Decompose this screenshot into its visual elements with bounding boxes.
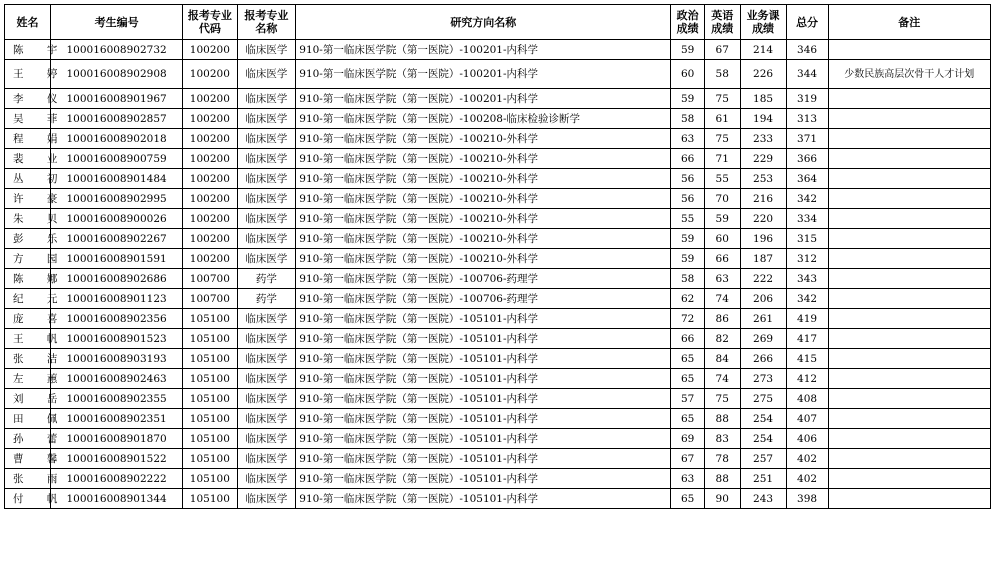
table-row xyxy=(5,349,991,369)
cell-politics-score: 56 xyxy=(671,189,705,209)
cell-total-score: 408 xyxy=(786,389,828,409)
cell-note xyxy=(828,169,990,189)
cell-total-score: 334 xyxy=(786,209,828,229)
cell-note xyxy=(828,40,990,60)
header-politics-score: 政治成绩 xyxy=(671,5,705,40)
cell-major-code: 105100 xyxy=(183,369,237,389)
cell-english-score: 63 xyxy=(704,269,740,289)
cell-total-score: 342 xyxy=(786,189,828,209)
cell-politics-score: 59 xyxy=(671,89,705,109)
cell-total-score: 415 xyxy=(786,349,828,369)
cell-research-direction: 910-第一临床医学院（第一医院）-100210-外科学 xyxy=(296,169,671,189)
cell-major-code: 105100 xyxy=(183,389,237,409)
cell-note xyxy=(828,89,990,109)
cell-name: 李 仪 xyxy=(5,89,51,109)
cell-candidate-id: 100016008902222 xyxy=(51,469,183,489)
cell-research-direction: 910-第一临床医学院（第一医院）-105101-内科学 xyxy=(296,349,671,369)
cell-major-name: 临床医学 xyxy=(237,229,296,249)
cell-politics-score: 59 xyxy=(671,40,705,60)
cell-english-score: 67 xyxy=(704,40,740,60)
cell-business-score: 220 xyxy=(740,209,786,229)
cell-total-score: 344 xyxy=(786,60,828,89)
cell-total-score: 364 xyxy=(786,169,828,189)
cell-note xyxy=(828,129,990,149)
table-row xyxy=(5,409,991,429)
cell-business-score: 253 xyxy=(740,169,786,189)
cell-research-direction: 910-第一临床医学院（第一医院）-100706-药理学 xyxy=(296,269,671,289)
cell-total-score: 312 xyxy=(786,249,828,269)
cell-name: 左 蕙 xyxy=(5,369,51,389)
cell-candidate-id: 100016008900026 xyxy=(51,209,183,229)
cell-english-score: 58 xyxy=(704,60,740,89)
cell-total-score: 402 xyxy=(786,469,828,489)
cell-candidate-id: 100016008901123 xyxy=(51,289,183,309)
table-row xyxy=(5,149,991,169)
cell-business-score: 194 xyxy=(740,109,786,129)
cell-candidate-id: 100016008903193 xyxy=(51,349,183,369)
cell-name: 丛 初 xyxy=(5,169,51,189)
header-candidate-id: 考生编号 xyxy=(51,5,183,40)
cell-candidate-id: 100016008902908 xyxy=(51,60,183,89)
cell-candidate-id: 100016008902732 xyxy=(51,40,183,60)
cell-english-score: 66 xyxy=(704,249,740,269)
cell-name: 朱 贝 xyxy=(5,209,51,229)
cell-english-score: 88 xyxy=(704,469,740,489)
cell-english-score: 55 xyxy=(704,169,740,189)
cell-note xyxy=(828,469,990,489)
cell-english-score: 75 xyxy=(704,389,740,409)
cell-major-name: 临床医学 xyxy=(237,109,296,129)
cell-note xyxy=(828,349,990,369)
cell-name: 陈 宇 xyxy=(5,40,51,60)
cell-major-code: 100200 xyxy=(183,169,237,189)
cell-major-code: 105100 xyxy=(183,309,237,329)
cell-candidate-id: 100016008901523 xyxy=(51,329,183,349)
cell-english-score: 75 xyxy=(704,129,740,149)
cell-major-name: 临床医学 xyxy=(237,389,296,409)
cell-politics-score: 57 xyxy=(671,389,705,409)
cell-business-score: 266 xyxy=(740,349,786,369)
cell-candidate-id: 100016008902463 xyxy=(51,369,183,389)
cell-english-score: 88 xyxy=(704,409,740,429)
cell-politics-score: 66 xyxy=(671,149,705,169)
cell-note xyxy=(828,489,990,509)
cell-major-name: 临床医学 xyxy=(237,40,296,60)
table-row xyxy=(5,369,991,389)
cell-business-score: 233 xyxy=(740,129,786,149)
cell-research-direction: 910-第一临床医学院（第一医院）-100208-临床检验诊断学 xyxy=(296,109,671,129)
cell-name: 纪 元 xyxy=(5,289,51,309)
cell-major-code: 105100 xyxy=(183,469,237,489)
table-row xyxy=(5,389,991,409)
cell-total-score: 313 xyxy=(786,109,828,129)
table-row xyxy=(5,189,991,209)
cell-research-direction: 910-第一临床医学院（第一医院）-100201-内科学 xyxy=(296,60,671,89)
cell-total-score: 406 xyxy=(786,429,828,449)
cell-major-name: 临床医学 xyxy=(237,129,296,149)
cell-politics-score: 56 xyxy=(671,169,705,189)
cell-research-direction: 910-第一临床医学院（第一医院）-100706-药理学 xyxy=(296,289,671,309)
cell-candidate-id: 100016008902267 xyxy=(51,229,183,249)
cell-total-score: 419 xyxy=(786,309,828,329)
cell-total-score: 343 xyxy=(786,269,828,289)
cell-name: 张 雨 xyxy=(5,469,51,489)
cell-research-direction: 910-第一临床医学院（第一医院）-105101-内科学 xyxy=(296,309,671,329)
cell-name: 张 洁 xyxy=(5,349,51,369)
cell-english-score: 78 xyxy=(704,449,740,469)
cell-name: 曹 馨 xyxy=(5,449,51,469)
header-business-score: 业务课成绩 xyxy=(740,5,786,40)
cell-total-score: 315 xyxy=(786,229,828,249)
cell-major-code: 100200 xyxy=(183,109,237,129)
cell-major-code: 100200 xyxy=(183,209,237,229)
cell-major-code: 100200 xyxy=(183,249,237,269)
cell-politics-score: 65 xyxy=(671,409,705,429)
cell-politics-score: 65 xyxy=(671,369,705,389)
table-row xyxy=(5,469,991,489)
cell-major-code: 105100 xyxy=(183,429,237,449)
cell-business-score: 275 xyxy=(740,389,786,409)
cell-major-name: 临床医学 xyxy=(237,169,296,189)
cell-english-score: 82 xyxy=(704,329,740,349)
cell-politics-score: 63 xyxy=(671,469,705,489)
cell-business-score: 226 xyxy=(740,60,786,89)
cell-politics-score: 59 xyxy=(671,229,705,249)
cell-major-code: 100200 xyxy=(183,60,237,89)
cell-business-score: 216 xyxy=(740,189,786,209)
cell-note xyxy=(828,369,990,389)
cell-note xyxy=(828,149,990,169)
cell-major-name: 临床医学 xyxy=(237,189,296,209)
cell-major-name: 临床医学 xyxy=(237,489,296,509)
cell-total-score: 346 xyxy=(786,40,828,60)
table-row xyxy=(5,60,991,89)
cell-candidate-id: 100016008902995 xyxy=(51,189,183,209)
table-row xyxy=(5,269,991,289)
cell-english-score: 71 xyxy=(704,149,740,169)
cell-english-score: 74 xyxy=(704,369,740,389)
cell-name: 庞 喜 xyxy=(5,309,51,329)
cell-politics-score: 59 xyxy=(671,249,705,269)
cell-candidate-id: 100016008901344 xyxy=(51,489,183,509)
cell-candidate-id: 100016008902356 xyxy=(51,309,183,329)
cell-candidate-id: 100016008901870 xyxy=(51,429,183,449)
cell-major-code: 100200 xyxy=(183,189,237,209)
cell-name: 程 娟 xyxy=(5,129,51,149)
cell-major-code: 105100 xyxy=(183,489,237,509)
cell-business-score: 196 xyxy=(740,229,786,249)
cell-total-score: 319 xyxy=(786,89,828,109)
cell-major-code: 105100 xyxy=(183,409,237,429)
cell-research-direction: 910-第一临床医学院（第一医院）-100201-内科学 xyxy=(296,40,671,60)
cell-english-score: 70 xyxy=(704,189,740,209)
cell-note xyxy=(828,309,990,329)
table-row xyxy=(5,489,991,509)
cell-business-score: 257 xyxy=(740,449,786,469)
score-sheet xyxy=(4,4,991,509)
cell-politics-score: 63 xyxy=(671,129,705,149)
header-major-code: 报考专业代码 xyxy=(183,5,237,40)
cell-candidate-id: 100016008900759 xyxy=(51,149,183,169)
cell-note xyxy=(828,269,990,289)
cell-english-score: 83 xyxy=(704,429,740,449)
cell-research-direction: 910-第一临床医学院（第一医院）-105101-内科学 xyxy=(296,389,671,409)
cell-english-score: 60 xyxy=(704,229,740,249)
table-row xyxy=(5,329,991,349)
table-row xyxy=(5,89,991,109)
cell-major-name: 临床医学 xyxy=(237,209,296,229)
cell-note xyxy=(828,209,990,229)
cell-business-score: 254 xyxy=(740,429,786,449)
cell-major-name: 临床医学 xyxy=(237,349,296,369)
cell-major-name: 临床医学 xyxy=(237,409,296,429)
table-row xyxy=(5,309,991,329)
cell-research-direction: 910-第一临床医学院（第一医院）-105101-内科学 xyxy=(296,369,671,389)
cell-name: 吴 菲 xyxy=(5,109,51,129)
cell-research-direction: 910-第一临床医学院（第一医院）-105101-内科学 xyxy=(296,329,671,349)
cell-note xyxy=(828,189,990,209)
table-row xyxy=(5,429,991,449)
cell-english-score: 90 xyxy=(704,489,740,509)
cell-candidate-id: 100016008901591 xyxy=(51,249,183,269)
cell-candidate-id: 100016008901522 xyxy=(51,449,183,469)
cell-major-name: 临床医学 xyxy=(237,309,296,329)
table-row xyxy=(5,289,991,309)
cell-candidate-id: 100016008901484 xyxy=(51,169,183,189)
cell-total-score: 402 xyxy=(786,449,828,469)
cell-major-name: 临床医学 xyxy=(237,449,296,469)
cell-research-direction: 910-第一临床医学院（第一医院）-100210-外科学 xyxy=(296,229,671,249)
cell-major-code: 100200 xyxy=(183,40,237,60)
cell-research-direction: 910-第一临床医学院（第一医院）-100210-外科学 xyxy=(296,149,671,169)
cell-major-name: 临床医学 xyxy=(237,149,296,169)
cell-name: 陈 娜 xyxy=(5,269,51,289)
cell-business-score: 254 xyxy=(740,409,786,429)
header-note: 备注 xyxy=(828,5,990,40)
cell-politics-score: 65 xyxy=(671,349,705,369)
cell-politics-score: 69 xyxy=(671,429,705,449)
cell-name: 王 帆 xyxy=(5,329,51,349)
table-row xyxy=(5,449,991,469)
cell-politics-score: 55 xyxy=(671,209,705,229)
cell-business-score: 206 xyxy=(740,289,786,309)
header-name: 姓名 xyxy=(5,5,51,40)
cell-politics-score: 72 xyxy=(671,309,705,329)
cell-research-direction: 910-第一临床医学院（第一医院）-105101-内科学 xyxy=(296,469,671,489)
cell-major-code: 105100 xyxy=(183,349,237,369)
cell-research-direction: 910-第一临床医学院（第一医院）-105101-内科学 xyxy=(296,489,671,509)
cell-major-name: 临床医学 xyxy=(237,429,296,449)
header-row xyxy=(5,5,991,40)
cell-note xyxy=(828,109,990,129)
cell-total-score: 371 xyxy=(786,129,828,149)
cell-total-score: 342 xyxy=(786,289,828,309)
cell-politics-score: 67 xyxy=(671,449,705,469)
cell-business-score: 187 xyxy=(740,249,786,269)
header-total-score: 总分 xyxy=(786,5,828,40)
cell-major-code: 100200 xyxy=(183,229,237,249)
table-row xyxy=(5,109,991,129)
cell-name: 彭 乐 xyxy=(5,229,51,249)
cell-business-score: 185 xyxy=(740,89,786,109)
cell-research-direction: 910-第一临床医学院（第一医院）-105101-内科学 xyxy=(296,429,671,449)
cell-note xyxy=(828,429,990,449)
cell-total-score: 366 xyxy=(786,149,828,169)
cell-politics-score: 66 xyxy=(671,329,705,349)
header-english-score: 英语成绩 xyxy=(704,5,740,40)
cell-note: 少数民族高层次骨干人才计划 xyxy=(828,60,990,89)
table-row xyxy=(5,249,991,269)
cell-candidate-id: 100016008902355 xyxy=(51,389,183,409)
cell-major-code: 100200 xyxy=(183,89,237,109)
cell-major-code: 100200 xyxy=(183,149,237,169)
cell-candidate-id: 100016008902351 xyxy=(51,409,183,429)
cell-note xyxy=(828,229,990,249)
cell-note xyxy=(828,449,990,469)
cell-major-name: 临床医学 xyxy=(237,249,296,269)
cell-name: 许 豪 xyxy=(5,189,51,209)
cell-note xyxy=(828,409,990,429)
cell-major-code: 100200 xyxy=(183,129,237,149)
cell-name: 孙 蕾 xyxy=(5,429,51,449)
cell-major-code: 105100 xyxy=(183,449,237,469)
cell-name: 刘 岳 xyxy=(5,389,51,409)
cell-note xyxy=(828,249,990,269)
cell-major-name: 药学 xyxy=(237,289,296,309)
cell-research-direction: 910-第一临床医学院（第一医院）-100201-内科学 xyxy=(296,89,671,109)
cell-total-score: 398 xyxy=(786,489,828,509)
cell-major-name: 临床医学 xyxy=(237,469,296,489)
cell-name: 方 园 xyxy=(5,249,51,269)
cell-research-direction: 910-第一临床医学院（第一医院）-105101-内科学 xyxy=(296,449,671,469)
cell-candidate-id: 100016008902686 xyxy=(51,269,183,289)
cell-major-code: 100700 xyxy=(183,269,237,289)
cell-candidate-id: 100016008901967 xyxy=(51,89,183,109)
cell-name: 田 佩 xyxy=(5,409,51,429)
cell-politics-score: 58 xyxy=(671,109,705,129)
cell-english-score: 61 xyxy=(704,109,740,129)
cell-business-score: 229 xyxy=(740,149,786,169)
cell-major-name: 药学 xyxy=(237,269,296,289)
cell-politics-score: 60 xyxy=(671,60,705,89)
cell-research-direction: 910-第一临床医学院（第一医院）-100210-外科学 xyxy=(296,129,671,149)
cell-business-score: 261 xyxy=(740,309,786,329)
cell-major-name: 临床医学 xyxy=(237,369,296,389)
table-row xyxy=(5,129,991,149)
cell-note xyxy=(828,289,990,309)
cell-politics-score: 58 xyxy=(671,269,705,289)
cell-total-score: 417 xyxy=(786,329,828,349)
table-row xyxy=(5,229,991,249)
cell-business-score: 222 xyxy=(740,269,786,289)
admission-score-table xyxy=(4,4,991,509)
cell-politics-score: 65 xyxy=(671,489,705,509)
cell-english-score: 74 xyxy=(704,289,740,309)
cell-major-name: 临床医学 xyxy=(237,60,296,89)
cell-candidate-id: 100016008902857 xyxy=(51,109,183,129)
cell-major-code: 105100 xyxy=(183,329,237,349)
header-research-direction: 研究方向名称 xyxy=(296,5,671,40)
cell-english-score: 75 xyxy=(704,89,740,109)
cell-politics-score: 62 xyxy=(671,289,705,309)
table-row xyxy=(5,169,991,189)
cell-business-score: 214 xyxy=(740,40,786,60)
table-body xyxy=(5,40,991,509)
header-major-name: 报考专业名称 xyxy=(237,5,296,40)
cell-english-score: 86 xyxy=(704,309,740,329)
cell-note xyxy=(828,329,990,349)
cell-business-score: 243 xyxy=(740,489,786,509)
cell-business-score: 269 xyxy=(740,329,786,349)
cell-research-direction: 910-第一临床医学院（第一医院）-105101-内科学 xyxy=(296,409,671,429)
cell-research-direction: 910-第一临床医学院（第一医院）-100210-外科学 xyxy=(296,189,671,209)
table-row xyxy=(5,209,991,229)
cell-english-score: 84 xyxy=(704,349,740,369)
cell-major-name: 临床医学 xyxy=(237,89,296,109)
cell-name: 裴 业 xyxy=(5,149,51,169)
cell-total-score: 407 xyxy=(786,409,828,429)
cell-name: 王 婷 xyxy=(5,60,51,89)
cell-research-direction: 910-第一临床医学院（第一医院）-100210-外科学 xyxy=(296,249,671,269)
cell-name: 付 帆 xyxy=(5,489,51,509)
cell-english-score: 59 xyxy=(704,209,740,229)
cell-business-score: 251 xyxy=(740,469,786,489)
cell-candidate-id: 100016008902018 xyxy=(51,129,183,149)
cell-total-score: 412 xyxy=(786,369,828,389)
cell-business-score: 273 xyxy=(740,369,786,389)
table-row xyxy=(5,40,991,60)
cell-major-name: 临床医学 xyxy=(237,329,296,349)
cell-research-direction: 910-第一临床医学院（第一医院）-100210-外科学 xyxy=(296,209,671,229)
cell-major-code: 100700 xyxy=(183,289,237,309)
cell-note xyxy=(828,389,990,409)
